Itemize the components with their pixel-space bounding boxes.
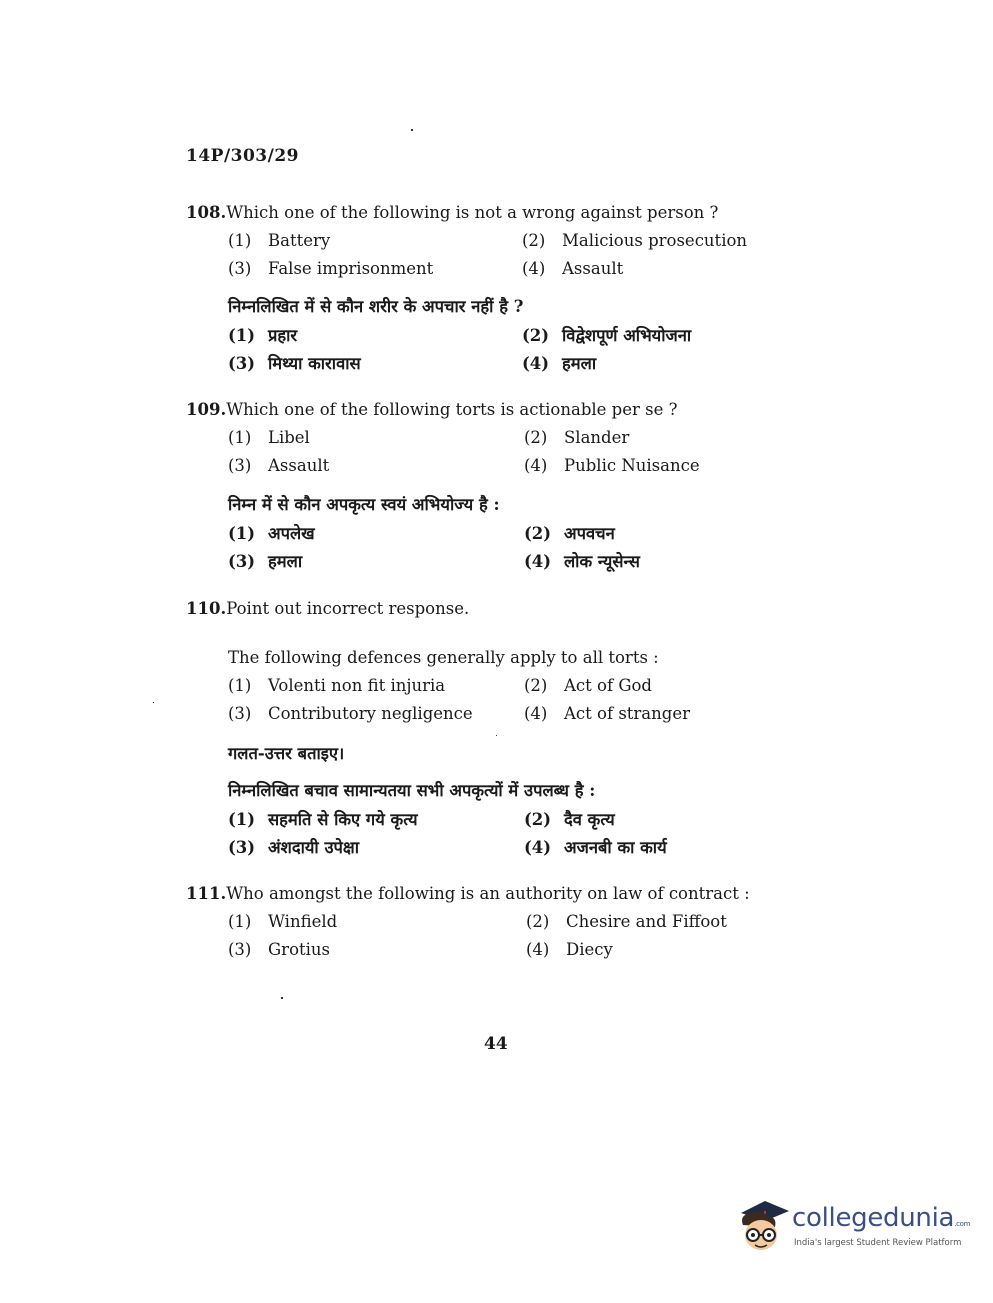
option-number: (4) <box>524 456 548 475</box>
option-number: (2) <box>524 428 548 447</box>
option-number: (3) <box>228 940 252 959</box>
question-text-hindi: गलत-उत्तर बताइए। <box>228 744 345 763</box>
option-text: लोक न्यूसेन्स <box>564 552 640 571</box>
logo-wordmark: collegedunia.com <box>792 1203 971 1233</box>
option-text: Winfield <box>268 912 338 931</box>
option-number: (4) <box>522 354 550 373</box>
option-text: Diecy <box>566 940 613 959</box>
page-number: 44 <box>484 1034 508 1054</box>
question-text: Which one of the following is not a wrong against person ? <box>226 203 719 222</box>
option-text: अपवचन <box>564 524 615 543</box>
question-text-hindi: निम्नलिखित में से कौन शरीर के अपचार नहीं है ? <box>228 297 524 316</box>
question-111 <box>186 884 750 903</box>
option-number: (1) <box>228 231 252 250</box>
option-text: अजनबी का कार्य <box>564 838 667 857</box>
option-number: (1) <box>228 428 252 447</box>
question-text: Which one of the following torts is actionable per se ? <box>226 400 678 419</box>
option-text: हमला <box>562 354 597 373</box>
option-text: प्रहार <box>268 326 298 345</box>
option-number: (1) <box>228 326 256 345</box>
option-text: Battery <box>268 231 331 250</box>
option-number: (3) <box>228 552 256 571</box>
option-text: Act of God <box>564 676 652 695</box>
option-text: अपलेख <box>268 524 315 543</box>
option-text: Volenti non fit injuria <box>268 676 446 695</box>
scan-speck <box>153 702 154 703</box>
option-number: (4) <box>526 940 550 959</box>
question-text: Point out incorrect response. <box>226 599 470 618</box>
option-number: (2) <box>524 810 552 829</box>
option-number: (4) <box>524 704 548 723</box>
option-text: अंशदायी उपेक्षा <box>268 838 359 857</box>
option-number: (1) <box>228 810 256 829</box>
scan-speck <box>411 129 413 131</box>
option-text: Assault <box>562 259 624 278</box>
option-text: Contributory negligence <box>268 704 473 723</box>
option-number: (2) <box>524 524 552 543</box>
option-number: (2) <box>524 676 548 695</box>
option-number: (3) <box>228 456 252 475</box>
mascot-icon <box>735 1195 791 1257</box>
option-number: (3) <box>228 259 252 278</box>
option-number: (4) <box>524 552 552 571</box>
option-text: सहमति से किए गये कृत्य <box>268 810 418 829</box>
option-text: Chesire and Fiffoot <box>566 912 727 931</box>
question-number: 111. <box>186 884 227 903</box>
option-text: Public Nuisance <box>564 456 700 475</box>
logo-tagline: India's largest Student Review Platform <box>794 1238 962 1248</box>
option-number: (2) <box>522 231 546 250</box>
scan-speck <box>496 735 497 736</box>
option-text: दैव कृत्य <box>564 810 615 829</box>
question-110 <box>186 599 469 618</box>
option-text: मिथ्या कारावास <box>268 354 361 373</box>
option-number: (3) <box>228 704 252 723</box>
question-number: 108. <box>186 203 227 222</box>
collegedunia-logo <box>735 1195 971 1259</box>
option-text: हमला <box>268 552 303 571</box>
option-text: Act of stranger <box>564 704 690 723</box>
question-109 <box>186 400 677 419</box>
option-number: (4) <box>524 838 552 857</box>
question-number: 110. <box>186 599 227 618</box>
question-text-hindi: निम्न में से कौन अपकृत्य स्वयं अभियोज्य है : <box>228 495 500 514</box>
option-text: False imprisonment <box>268 259 434 278</box>
option-number: (1) <box>228 676 252 695</box>
option-text: Grotius <box>268 940 331 959</box>
option-text: विद्वेशपूर्ण अभियोजना <box>562 326 692 345</box>
question-text: Who amongst the following is an authority on law of contract : <box>226 884 750 903</box>
question-108 <box>186 203 718 222</box>
option-text: Libel <box>268 428 310 447</box>
option-number: (1) <box>228 912 252 931</box>
scan-speck <box>281 997 283 999</box>
option-text: Assault <box>268 456 330 475</box>
option-text: Malicious prosecution <box>562 231 748 250</box>
question-subtext-hindi: निम्नलिखित बचाव सामान्यतया सभी अपकृत्यों में उपलब्ध है : <box>228 781 596 800</box>
option-number: (2) <box>522 326 550 345</box>
question-subtext: The following defences generally apply to all torts : <box>228 648 659 667</box>
option-number: (3) <box>228 354 256 373</box>
option-number: (1) <box>228 524 256 543</box>
option-number: (2) <box>526 912 550 931</box>
option-text: Slander <box>564 428 630 447</box>
question-number: 109. <box>186 400 227 419</box>
option-number: (4) <box>522 259 546 278</box>
paper-code: 14P/303/29 <box>186 146 300 166</box>
option-number: (3) <box>228 838 256 857</box>
